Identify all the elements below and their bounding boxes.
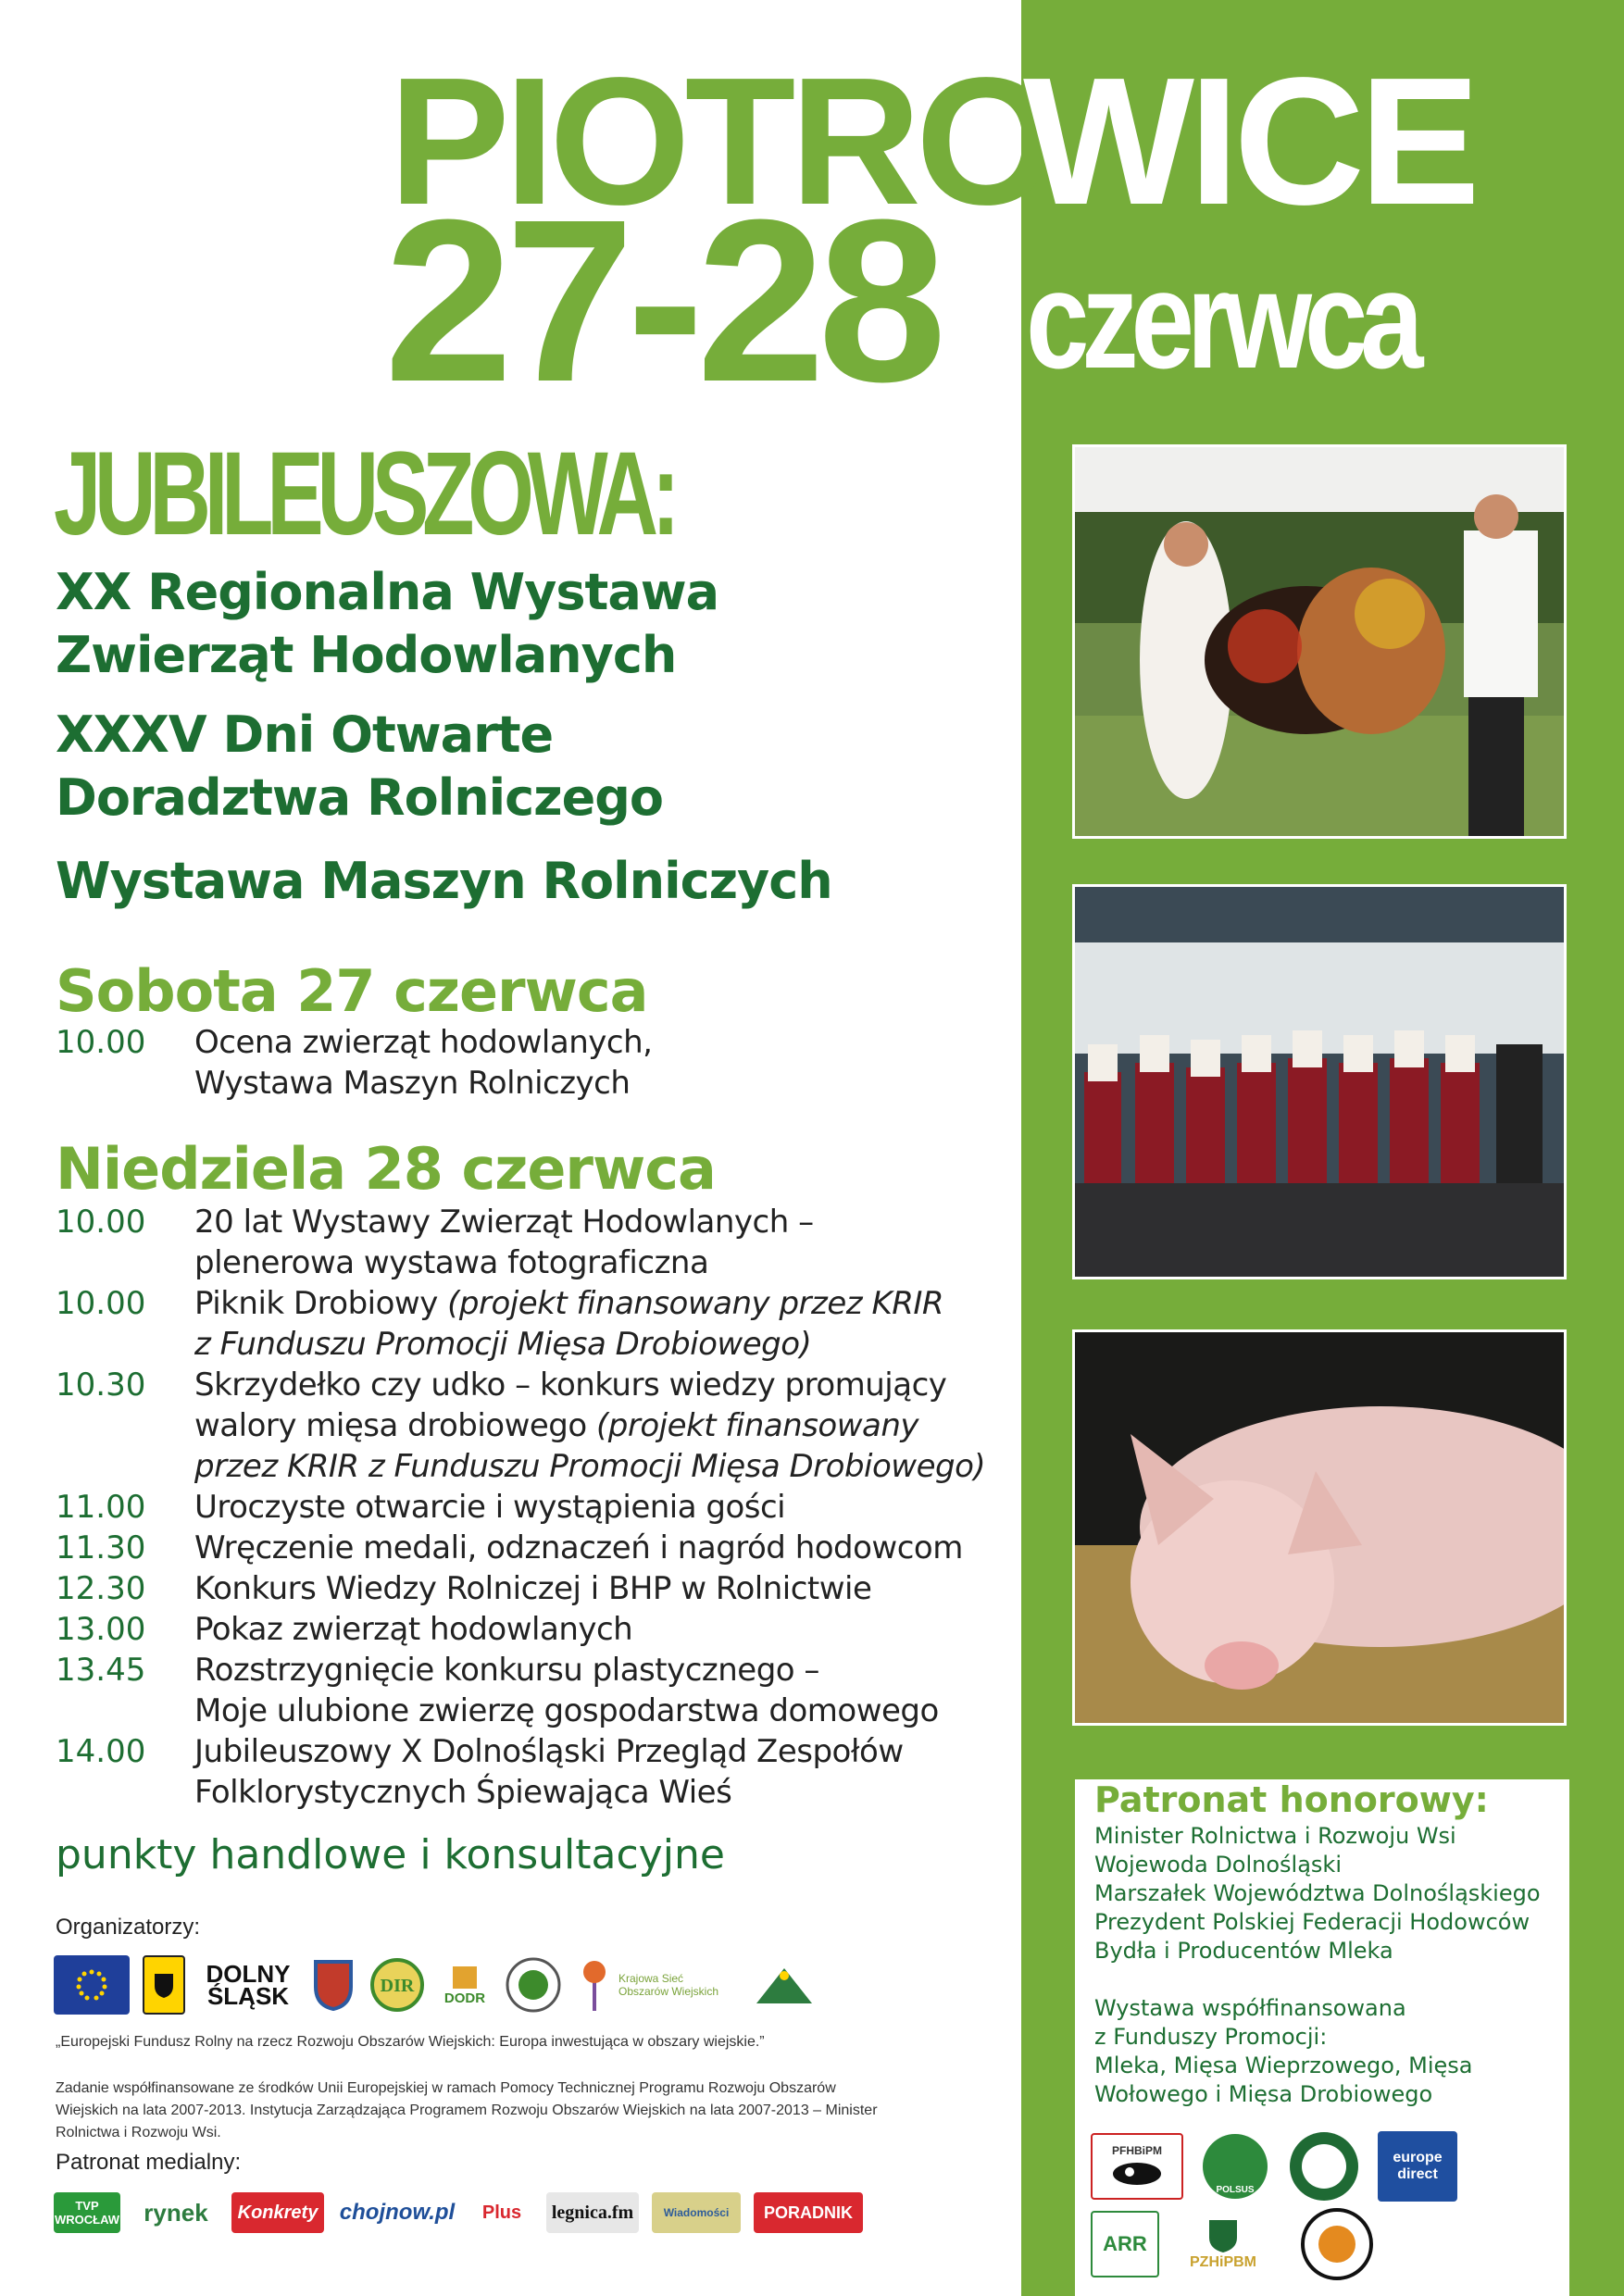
schedule-desc: Jubileuszowy X Dolnośląski Przegląd Zespołów Folklorystycznych Śpiewająca Wieś [194,1733,904,1811]
schedule-desc: Pokaz zwierząt hodowlanych [194,1611,633,1648]
schedule-time: 10.00 [56,1024,146,1061]
pzhipbm-logo: PZHiPBM [1183,2209,1263,2279]
sponsor-logos-row-2 [1091,2207,1387,2281]
schedule-row [56,1283,1000,1365]
event-line: XXXV Dni Otwarte [56,705,554,764]
title-piotro: PIOTRO [389,40,1052,243]
schedule-desc: Rozstrzygnięcie konkursu plastycznego – Moje ulubione zwierzę gospodarstwa domowego [194,1652,939,1729]
schedule-time: 10.30 [56,1366,146,1404]
dir-logo [369,1955,426,2015]
saturday-heading: Sobota 27 czerwca [56,957,648,1025]
schedule-time: 13.00 [56,1611,146,1648]
schedule-row [56,1568,1000,1609]
cows-photo [1072,444,1567,839]
schedule-time: 10.00 [56,1285,146,1322]
title-wice: WICE [1023,40,1475,243]
ksow-logo: Krajowa Sieć Obszarów Wiejskich [576,1955,733,2015]
patron-item: Marszałek Województwa Dolnośląskiego [1094,1880,1541,1906]
schedule-row [56,1202,1000,1283]
cofinance-box [1094,1994,1576,2109]
trade-points-text: punkty handlowe i konsultacyjne [56,1831,725,1878]
crest-logo [311,1955,356,2015]
schedule-desc-text: Skrzydełko czy udko – konkurs wiedzy promujący walory mięsa drobiowego [194,1366,947,1444]
cofinance-line: Wystawa współfinansowana [1094,1995,1406,2021]
plus-radio-logo: Plus [481,2202,522,2223]
schedule-row [56,1650,1000,1731]
schedule-time: 14.00 [56,1733,146,1770]
patron-list [1094,1822,1576,1965]
dobry-bo-polski-logo [1287,2129,1361,2203]
schedule-row [56,1609,1000,1650]
konkrety-logo: Konkrety [231,2192,324,2233]
polsus-logo [1200,2131,1270,2202]
svg-text:DIR: DIR [380,1976,415,1996]
sunday-schedule [56,1202,1000,1813]
pig-photo [1072,1329,1567,1726]
patron-item: Prezydent Polskiej Federacji Hodowców [1094,1909,1530,1935]
schedule-row [56,1487,1000,1528]
emblem-logo [1287,2207,1387,2281]
schedule-desc-text: Piknik Drobiowy [194,1285,448,1322]
emblem-logo [504,1955,563,2015]
cofinance-line: Wołowego i Mięsa Drobiowego [1094,2081,1433,2107]
prow-logo [746,1955,848,2015]
cofinance-line: Mleka, Mięsa Wieprzowego, Mięsa [1094,2053,1473,2078]
schedule-desc: 20 lat Wystawy Zwierząt Hodowlanych – plenerowa wystawa fotograficzna [194,1204,814,1281]
schedule-row [56,1528,1000,1568]
organizers-label: Organizatorzy: [56,1915,201,1940]
schedule-time: 10.00 [56,1204,146,1241]
schedule-time: 11.00 [56,1489,146,1526]
schedule-note: (projekt finansowany przez KRIR z Funduszu Promocji Mięsa Drobiowego) [194,1285,944,1363]
folk-choir-photo [1072,884,1567,1279]
event-line: Zwierząt Hodowlanych [56,626,677,684]
schedule-desc [194,1283,943,1365]
event-line: XX Regionalna Wystawa [56,563,719,621]
patron-item: Bydła i Producentów Mleka [1094,1938,1393,1964]
crest-logo [143,1955,185,2015]
schedule-row [56,1022,1000,1104]
organizer-logos [54,1955,848,2015]
cofinance-note: Zadanie współfinansowane ze środków Unii Europejskiej w ramach Pomocy Technicznej Programu Rozwoju Obszarów Wiejskich na lata 2007-2013. Instytucja Zarządzająca Programem Rozwoju Obszarów Wiejskich na lata 2007-2013 – Minister Rolnictwa i Rozwoju Wsi. [56,2080,878,2140]
sponsor-logos-row-1 [1091,2129,1457,2203]
tvp-wroclaw-logo: TVP WROCŁAW [54,2192,120,2233]
patron-item: Minister Rolnictwa i Rozwoju Wsi [1094,1823,1456,1849]
dodr-logo: DODR [439,1955,491,2015]
schedule-row [56,1731,1000,1813]
schedule-desc: Wręczenie medali, odznaczeń i nagród hodowcom [194,1529,963,1566]
schedule-desc [194,1365,985,1487]
legnica-fm-logo: legnica.fm [546,2192,639,2233]
europe-direct-logo: europe direct [1378,2131,1457,2202]
patronage-title: Patronat honorowy: [1094,1779,1489,1820]
eu-quote: „Europejski Fundusz Rolny na rzecz Rozwoju Obszarów Wiejskich: Europa inwestująca w obszary wiejskie.” [56,2034,765,2050]
dolny-slask-logo: DOLNY ŚLĄSK [206,1960,291,2010]
schedule-desc: Uroczyste otwarcie i wystąpienia gości [194,1489,786,1526]
patron-item: Wojewoda Dolnośląski [1094,1852,1342,1878]
schedule-time: 11.30 [56,1529,146,1566]
jubilee-heading: JUBILEUSZOWA: [54,428,674,560]
schedule-desc: Konkurs Wiedzy Rolniczej i BHP w Rolnictwie [194,1570,872,1607]
media-label: Patronat medialny: [56,2150,242,2175]
saturday-schedule [56,1022,1000,1104]
cofinance-line: z Funduszy Promocji: [1094,2024,1328,2050]
schedule-note: (projekt finansowany przez KRIR z Funduszu Promocji Mięsa Drobiowego) [194,1407,986,1485]
event-line: Doradztwa Rolniczego [56,768,663,827]
poster-header [0,0,1624,430]
rolniczy-rynek-logo: rynek [144,2198,208,2227]
chojnow-logo: chojnow.pl [339,2200,456,2225]
media-logos [54,2192,863,2233]
poradnik-logo: PORADNIK [754,2192,863,2233]
svg-text:POLSUS: POLSUS [1216,2185,1255,2195]
title-month: czerwca [1026,242,1417,397]
schedule-time: 12.30 [56,1570,146,1607]
title-date: 27-28 [384,171,940,430]
sunday-heading: Niedziela 28 czerwca [56,1135,716,1203]
eu-flag-logo [54,1955,130,2015]
arr-logo: ARR [1091,2211,1159,2277]
schedule-desc: Ocena zwierząt hodowlanych, Wystawa Maszyn Rolniczych [194,1024,653,1102]
event-line: Wystawa Maszyn Rolniczych [56,852,832,910]
schedule-time: 13.45 [56,1652,146,1689]
wiadomosci-logo: Wiadomości [652,2192,741,2233]
schedule-row [56,1365,1000,1487]
pfhbipm-logo: PFHBiPM [1091,2133,1183,2200]
